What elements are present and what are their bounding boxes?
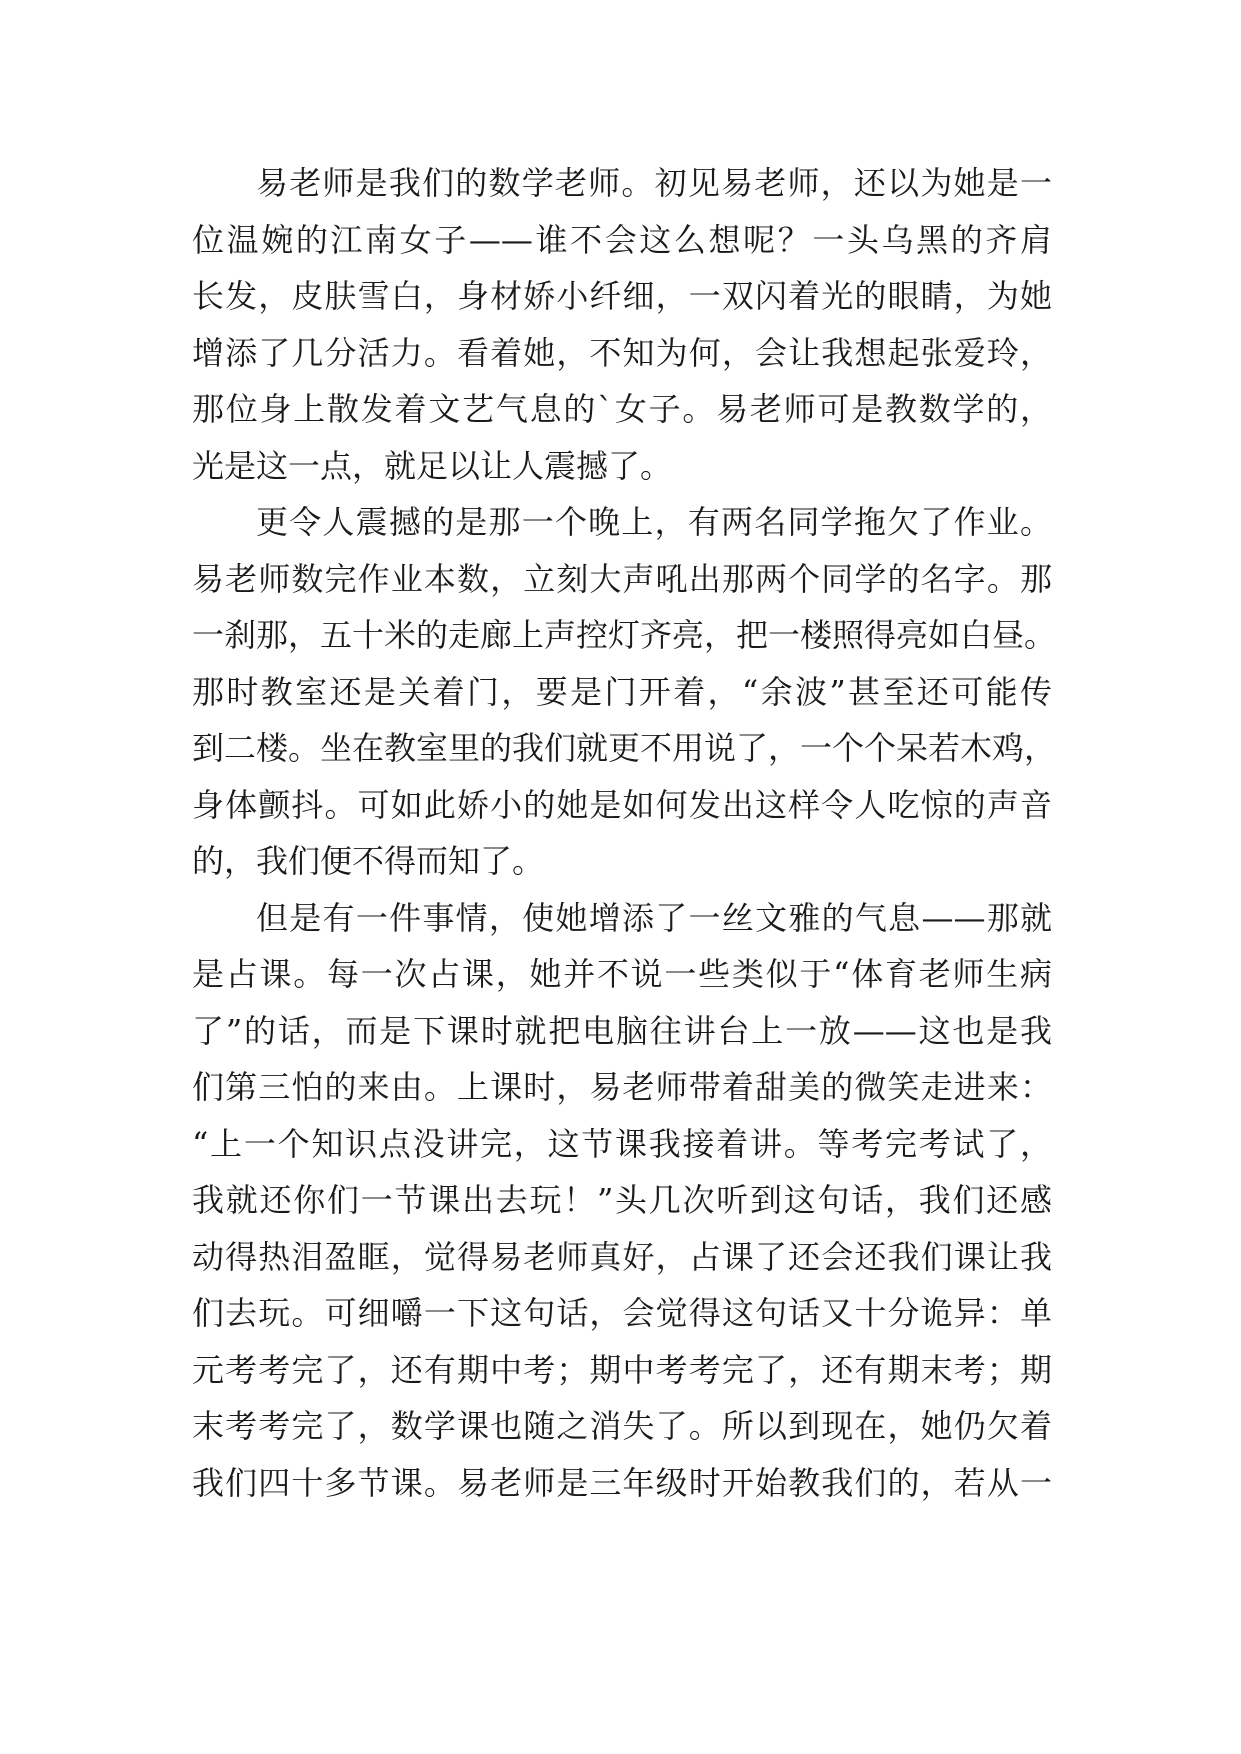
text-line: 了”的话，而是下课时就把电脑往讲台上一放——这也是我 (192, 1011, 1052, 1050)
text-line: 身体颤抖。可如此娇小的她是如何发出这样令人吃惊的声音 (192, 785, 1052, 824)
essay-body (192, 155, 1057, 1511)
text-line: 的，我们便不得而知了。 (192, 842, 545, 880)
text-line: 们去玩。可细嚼一下这句话，会觉得这句话又十分诡异：单 (192, 1294, 1052, 1332)
text-line: 但是有一件事情，使她增添了一丝文雅的气息——那就 (256, 898, 1052, 937)
text-line: 那位身上散发着文艺气息的`女子。易老师可是教数学的， (192, 390, 1052, 428)
text-line: 末考考完了，数学课也随之消失了。所以到现在，她仍欠着 (192, 1407, 1052, 1445)
text-line: 们第三怕的来由。上课时，易老师带着甜美的微笑走进来： (192, 1068, 1052, 1106)
paragraph-3 (192, 890, 1052, 1512)
text-line: 一刹那，五十米的走廊上声控灯齐亮，把一楼照得亮如白昼。 (192, 616, 1057, 654)
text-line: 元考考完了，还有期中考；期中考考完了，还有期末考；期 (192, 1350, 1052, 1389)
paragraph-1 (192, 155, 1052, 494)
text-line: 我就还你们一节课出去玩！”头几次听到这句话，我们还感 (192, 1181, 1052, 1219)
text-line: “上一个知识点没讲完，这节课我接着讲。等考完考试了， (192, 1124, 1052, 1163)
text-line: 我们四十多节课。易老师是三年级时开始教我们的，若从一 (192, 1463, 1052, 1502)
text-line: 易老师数完作业本数，立刻大声吼出那两个同学的名字。那 (192, 559, 1052, 598)
text-line: 更令人震撼的是那一个晚上，有两名同学拖欠了作业。 (256, 503, 1052, 541)
text-line: 到二楼。坐在教室里的我们就更不用说了，一个个呆若木鸡， (192, 729, 1057, 767)
text-line: 是占课。每一次占课，她并不说一些类似于“体育老师生病 (192, 955, 1052, 993)
paragraph-2 (192, 494, 1057, 890)
text-line: 增添了几分活力。看着她，不知为何，会让我想起张爱玲， (192, 333, 1052, 372)
text-line: 动得热泪盈眶，觉得易老师真好，占课了还会还我们课让我 (192, 1237, 1052, 1276)
text-line: 易老师是我们的数学老师。初见易老师，还以为她是一 (256, 164, 1052, 202)
text-line: 位温婉的江南女子——谁不会这么想呢？一头乌黑的齐肩 (192, 220, 1052, 259)
text-line: 长发，皮肤雪白，身材娇小纤细，一双闪着光的眼睛，为她 (192, 277, 1052, 315)
text-line: 光是这一点，就足以让人震撼了。 (192, 446, 673, 485)
text-line: 那时教室还是关着门，要是门开着，“余波”甚至还可能传 (192, 672, 1052, 711)
